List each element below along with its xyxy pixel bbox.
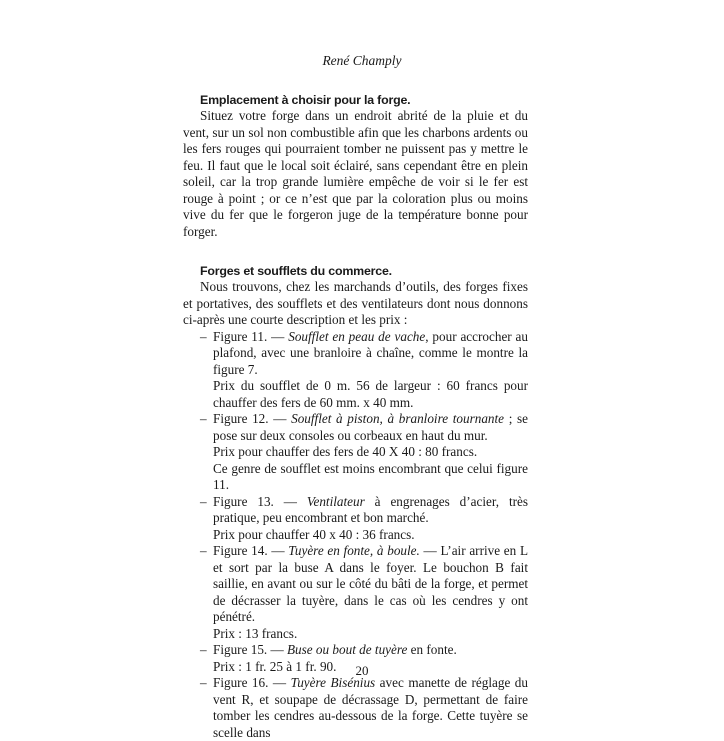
figure-list: [183, 329, 528, 741]
section-heading-forges: Forges et soufflets du commerce.: [200, 263, 528, 279]
figure-number: Figure 15. —: [213, 642, 287, 657]
paragraph-emplacement: Situez votre forge dans un endroit abrité de la pluie et du vent, sur un sol non combustible afin que les charbons ardents ou les fers rouges qui pourraient tomber ne puissent pas y mettre le feu. Il faut que le local soit éclairé, sans cependant être en plein soleil, car la trop grande lumière empêche de voir si le fer est rouge à point ; or ce n’est que par la coloration plus ou moins vive du fer que le forgeron juge de la température bonne pour forger.: [183, 108, 528, 240]
figure-description: avec manette de réglage du vent R, et soupape de décrassage D, permettant de faire tomber les cendres au-dessous de la forge. Cette tuyère se scelle dans: [213, 675, 528, 740]
figure-item: [183, 543, 528, 642]
section-heading-emplacement: Emplacement à choisir pour la forge.: [200, 92, 528, 108]
figure-title: Tuyère Bisénius: [291, 675, 376, 690]
figure-entry: [213, 411, 528, 444]
figure-price: Prix : 13 francs.: [213, 626, 528, 643]
figure-price: Prix : 1 fr. 25 à 1 fr. 90.: [213, 659, 528, 676]
figure-description: à engrenages d’acier, très pratique, peu encombrant et bon marché.: [213, 494, 528, 526]
figure-item: [183, 411, 528, 494]
figure-title: Ventilateur: [307, 494, 365, 509]
figure-price: Prix pour chauffer 40 x 40 : 36 francs.: [213, 527, 528, 544]
figure-price: Prix pour chauffer des fers de 40 X 40 : 80 francs.: [213, 444, 528, 461]
figure-price: Prix du soufflet de 0 m. 56 de largeur : 60 francs pour chauffer des fers de 60 mm. x 40 mm.: [213, 378, 528, 411]
list-dash: –: [200, 494, 207, 511]
figure-title: Soufflet à piston, à branloire tournante: [291, 411, 504, 426]
figure-number: Figure 11. —: [213, 329, 288, 344]
figure-title: Soufflet en peau de vache: [288, 329, 425, 344]
figure-item: [183, 494, 528, 544]
text-block: [183, 92, 528, 741]
list-dash: –: [200, 329, 207, 346]
figure-description: , pour accrocher au plafond, avec une branloire à chaîne, comme le montre la figure 7.: [213, 329, 528, 377]
figure-note: Ce genre de soufflet est moins encombrant que celui figure 11.: [213, 461, 528, 494]
figure-number: Figure 13. —: [213, 494, 307, 509]
page-number: 20: [0, 663, 724, 679]
figure-description: ; se pose sur deux consoles ou corbeaux en haut du mur.: [213, 411, 528, 443]
paragraph-forges-intro: Nous trouvons, chez les marchands d’outils, des forges fixes et portatives, des soufflets et des ventilateurs dont nous donnons ci-après une courte description et les prix :: [183, 279, 528, 329]
figure-title: Buse ou bout de tuyère: [287, 642, 407, 657]
list-dash: –: [200, 675, 207, 692]
list-dash: –: [200, 642, 207, 659]
figure-item: [183, 329, 528, 412]
list-dash: –: [200, 543, 207, 560]
figure-entry: [213, 675, 528, 741]
figure-item: [183, 675, 528, 741]
figure-number: Figure 16. —: [213, 675, 291, 690]
figure-entry: [213, 642, 528, 659]
figure-number: Figure 12. —: [213, 411, 291, 426]
figure-description: — L’air arrive en L et sort par la buse A dans le foyer. Le bouchon B fait saillie, en avant ou sur le côté du bâti de la forge, et permet de décrasser la tuyère, dans le cas où les cendres y ont pénétré.: [213, 543, 528, 624]
running-head: René Champly: [0, 53, 724, 69]
figure-entry: [213, 543, 528, 626]
figure-entry: [213, 329, 528, 379]
figure-entry: [213, 494, 528, 527]
figure-description: en fonte.: [407, 642, 456, 657]
list-dash: –: [200, 411, 207, 428]
figure-title: Tuyère en fonte, à boule.: [288, 543, 420, 558]
figure-number: Figure 14. —: [213, 543, 288, 558]
